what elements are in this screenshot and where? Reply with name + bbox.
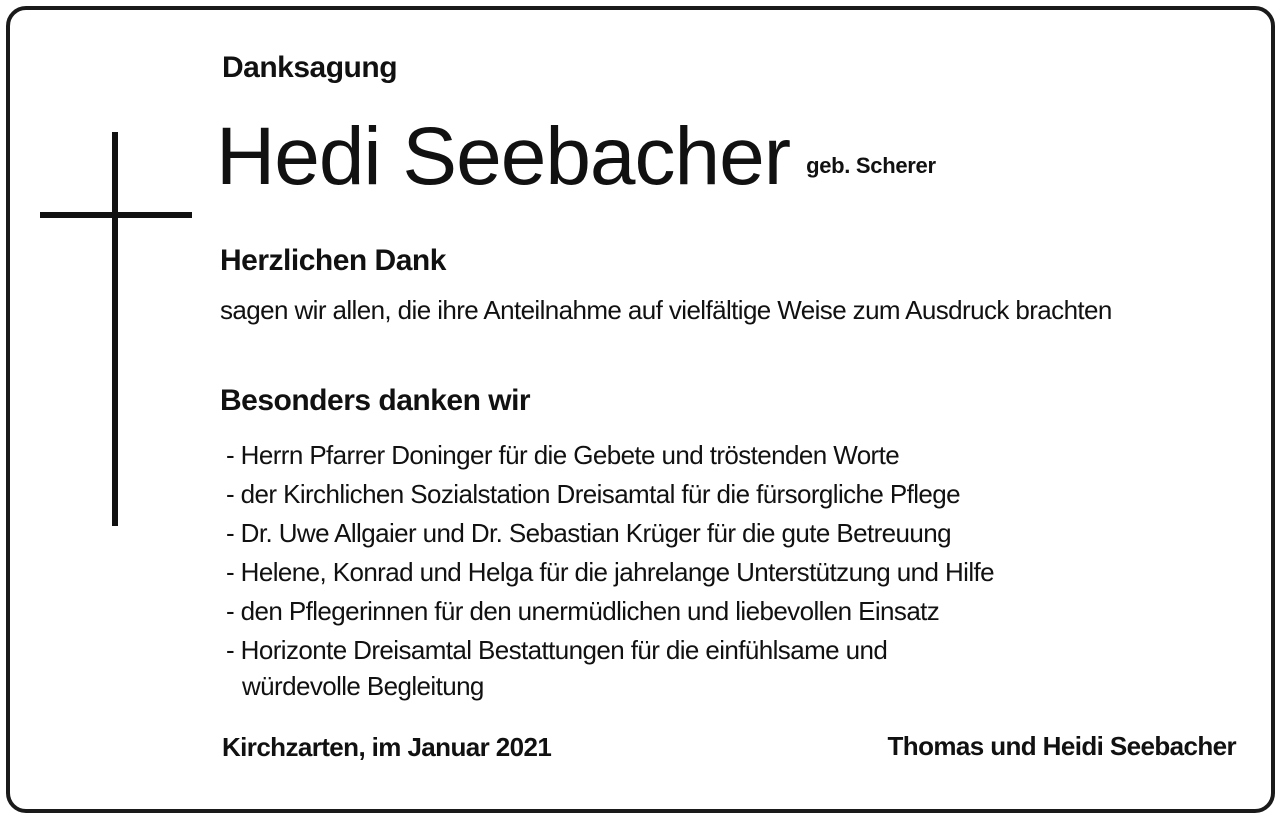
deceased-name: Hedi Seebacher xyxy=(216,111,791,202)
list-item: - den Pflegerinnen für den unermüdlichen und liebevollen Einsatz xyxy=(226,596,940,626)
maiden-name: geb. Scherer xyxy=(806,153,936,178)
list-item: - Herrn Pfarrer Doninger für die Gebete und tröstenden Worte xyxy=(226,440,900,470)
place-date: Kirchzarten, im Januar 2021 xyxy=(222,732,552,762)
cross-icon xyxy=(40,132,192,526)
deceased-name-row xyxy=(216,111,936,202)
special-thanks-list xyxy=(226,437,994,710)
thanks-title: Herzlichen Dank xyxy=(220,244,446,277)
signers: Thomas und Heidi Seebacher xyxy=(887,731,1236,761)
special-thanks-title: Besonders danken wir xyxy=(220,384,531,417)
list-item: - der Kirchlichen Sozialstation Dreisamtal für die fürsorgliche Pflege xyxy=(226,479,961,509)
list-item-text: - Horizonte Dreisamtal Bestattungen für die einfühlsame und xyxy=(226,635,888,665)
thanks-text: sagen wir allen, die ihre Anteilnahme auf vielfältige Weise zum Ausdruck brachten xyxy=(220,295,1112,325)
list-item xyxy=(226,632,994,710)
notice-heading: Danksagung xyxy=(222,51,398,84)
list-item: - Helene, Konrad und Helga für die jahrelange Unterstützung und Hilfe xyxy=(226,557,994,587)
list-item-continuation: würdevolle Begleitung xyxy=(242,671,484,701)
list-item: - Dr. Uwe Allgaier und Dr. Sebastian Krüger für die gute Betreuung xyxy=(226,518,951,548)
